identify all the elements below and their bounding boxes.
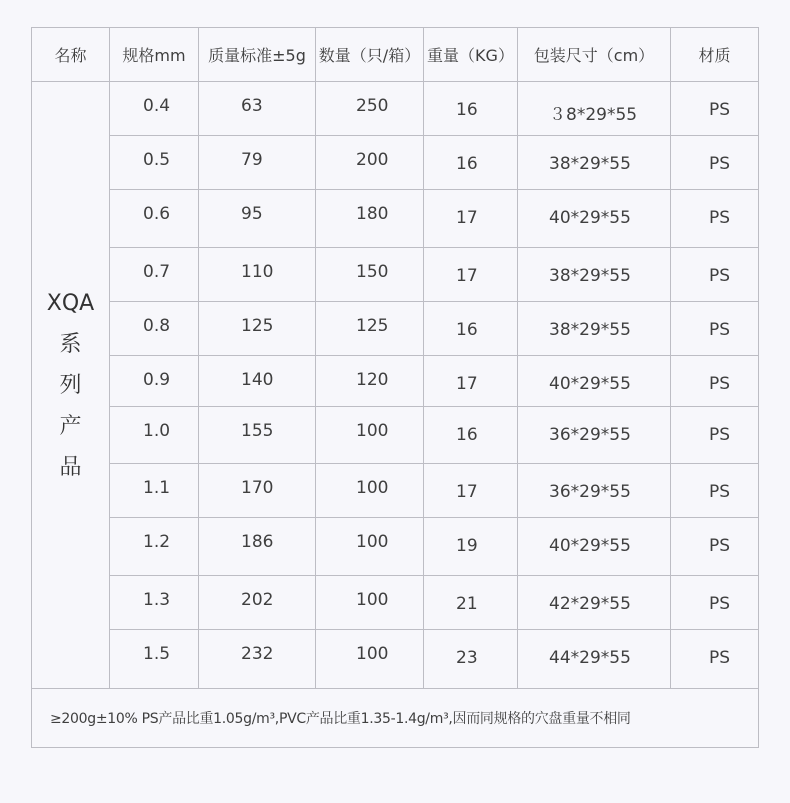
material-cell (671, 518, 759, 576)
mass-cell-text: 186 (241, 532, 274, 552)
footnote: ≥200g±10% PS产品比重1.05g/m³,PVC产品比重1.35-1.4g/m³,因而同规格的穴盘重量不相同 (32, 689, 759, 748)
mass-cell-text: 125 (241, 316, 274, 336)
weight-cell (424, 356, 518, 407)
package-size-cell-text: 38*29*55 (549, 320, 631, 340)
weight-cell-text: 21 (456, 594, 478, 614)
package-size-cell-text: 44*29*55 (549, 648, 631, 668)
quantity-cell-text: 100 (356, 532, 389, 552)
mass-cell (199, 407, 316, 464)
spec-cell (110, 190, 199, 248)
header-package-size: 包装尺寸（cm） (518, 28, 671, 82)
mass-cell (199, 82, 316, 136)
material-cell-text: PS (709, 482, 731, 502)
weight-cell (424, 464, 518, 518)
package-size-cell (518, 518, 671, 576)
spec-cell (110, 630, 199, 689)
spec-cell-text: 1.3 (143, 590, 171, 610)
quantity-cell (316, 82, 424, 136)
weight-cell (424, 248, 518, 302)
package-size-cell (518, 82, 671, 136)
package-size-cell (518, 576, 671, 630)
header-weight: 重量（KG） (424, 28, 518, 82)
quantity-cell-text: 100 (356, 590, 389, 610)
table-row (32, 518, 759, 576)
table-row (32, 82, 759, 136)
mass-cell-text: 140 (241, 370, 274, 390)
quantity-cell-text: 125 (356, 316, 389, 336)
table-row (32, 356, 759, 407)
package-size-cell (518, 136, 671, 190)
table-row (32, 407, 759, 464)
spec-cell-text: 0.8 (143, 316, 171, 336)
package-size-cell (518, 248, 671, 302)
mass-cell-text: 232 (241, 644, 274, 664)
quantity-cell-text: 180 (356, 204, 389, 224)
material-cell-text: PS (709, 320, 731, 340)
quantity-cell-text: 100 (356, 478, 389, 498)
table-row (32, 302, 759, 356)
mass-cell (199, 248, 316, 302)
material-cell (671, 576, 759, 630)
mass-cell (199, 302, 316, 356)
quantity-cell-text: 100 (356, 421, 389, 441)
weight-cell (424, 407, 518, 464)
package-size-cell-text: 36*29*55 (549, 425, 631, 445)
spec-cell-text: 0.7 (143, 262, 171, 282)
spec-cell (110, 302, 199, 356)
spec-cell (110, 464, 199, 518)
mass-cell (199, 136, 316, 190)
material-cell-text: PS (709, 374, 731, 394)
spec-cell-text: 0.9 (143, 370, 171, 390)
table-row (32, 630, 759, 689)
weight-cell-text: 17 (456, 374, 478, 394)
spec-cell-text: 1.5 (143, 644, 171, 664)
table-header-row (32, 28, 759, 82)
package-size-cell-text: 40*29*55 (549, 374, 631, 394)
material-cell-text: PS (709, 266, 731, 286)
material-cell (671, 464, 759, 518)
mass-cell-text: 155 (241, 421, 274, 441)
note-row (32, 689, 759, 748)
weight-cell-text: 16 (456, 320, 478, 340)
weight-cell (424, 82, 518, 136)
quantity-cell-text: 100 (356, 644, 389, 664)
spec-cell (110, 356, 199, 407)
package-size-cell-text: 42*29*55 (549, 594, 631, 614)
product-name-char: 列 (59, 372, 82, 398)
quantity-cell (316, 407, 424, 464)
product-name-char: 产 (59, 413, 82, 439)
package-size-cell (518, 407, 671, 464)
mass-cell (199, 464, 316, 518)
quantity-cell (316, 464, 424, 518)
spec-cell (110, 576, 199, 630)
material-cell (671, 136, 759, 190)
material-cell (671, 248, 759, 302)
weight-cell (424, 576, 518, 630)
weight-cell (424, 518, 518, 576)
weight-cell (424, 302, 518, 356)
spec-cell-text: 0.6 (143, 204, 171, 224)
quantity-cell-text: 150 (356, 262, 389, 282)
quantity-cell-text: 250 (356, 96, 389, 116)
spec-cell (110, 248, 199, 302)
spec-cell-text: 1.2 (143, 532, 171, 552)
mass-cell (199, 356, 316, 407)
package-size-cell (518, 356, 671, 407)
material-cell-text: PS (709, 425, 731, 445)
material-cell-text: PS (709, 594, 731, 614)
quantity-cell (316, 302, 424, 356)
header-spec: 规格mm (110, 28, 199, 82)
package-size-cell-text: 40*29*55 (549, 536, 631, 556)
package-size-cell (518, 630, 671, 689)
quantity-cell (316, 630, 424, 689)
mass-cell-text: 63 (241, 96, 263, 116)
material-cell (671, 356, 759, 407)
weight-cell-text: 17 (456, 482, 478, 502)
weight-cell-text: 16 (456, 154, 478, 174)
table-row (32, 136, 759, 190)
spec-cell-text: 1.1 (143, 478, 171, 498)
material-cell-text: PS (709, 100, 731, 120)
material-cell-text: PS (709, 154, 731, 174)
spec-cell (110, 518, 199, 576)
spec-cell-text: 0.5 (143, 150, 171, 170)
package-size-cell (518, 302, 671, 356)
weight-cell (424, 190, 518, 248)
material-cell (671, 407, 759, 464)
product-name-char: 品 (59, 454, 82, 480)
header-quantity: 数量（只/箱） (316, 28, 424, 82)
weight-cell-text: 17 (456, 208, 478, 228)
product-name-char: XQA (46, 290, 95, 316)
package-size-cell-text: 40*29*55 (549, 208, 631, 228)
table-row (32, 248, 759, 302)
spec-cell-text: 0.4 (143, 96, 171, 116)
quantity-cell (316, 518, 424, 576)
material-cell (671, 630, 759, 689)
material-cell-text: PS (709, 208, 731, 228)
mass-cell-text: 95 (241, 204, 263, 224)
material-cell-text: PS (709, 648, 731, 668)
weight-cell-text: 16 (456, 100, 478, 120)
quantity-cell (316, 136, 424, 190)
mass-cell (199, 190, 316, 248)
material-cell (671, 190, 759, 248)
weight-cell (424, 630, 518, 689)
material-cell (671, 302, 759, 356)
mass-cell-text: 170 (241, 478, 274, 498)
quantity-cell (316, 576, 424, 630)
material-cell-text: PS (709, 536, 731, 556)
header-name: 名称 (32, 28, 110, 82)
quantity-cell-text: 200 (356, 150, 389, 170)
mass-cell (199, 630, 316, 689)
package-size-cell-text: 36*29*55 (549, 482, 631, 502)
weight-cell-text: 23 (456, 648, 478, 668)
product-name-char: 系 (59, 331, 82, 357)
weight-cell-text: 19 (456, 536, 478, 556)
spec-cell (110, 82, 199, 136)
table-row (32, 190, 759, 248)
package-size-cell-text: ３8*29*55 (549, 105, 638, 125)
package-size-cell (518, 190, 671, 248)
product-spec-table (31, 27, 759, 748)
header-mass-standard: 质量标准±5g (199, 28, 316, 82)
mass-cell-text: 79 (241, 150, 263, 170)
package-size-cell-text: 38*29*55 (549, 266, 631, 286)
mass-cell-text: 202 (241, 590, 274, 610)
quantity-cell (316, 190, 424, 248)
spec-cell (110, 136, 199, 190)
table-body (32, 82, 759, 689)
weight-cell-text: 16 (456, 425, 478, 445)
product-series-name (32, 82, 110, 689)
package-size-cell (518, 464, 671, 518)
spec-cell-text: 1.0 (143, 421, 171, 441)
table-row (32, 576, 759, 630)
package-size-cell-text: 38*29*55 (549, 154, 631, 174)
weight-cell-text: 17 (456, 266, 478, 286)
spec-cell (110, 407, 199, 464)
table-row (32, 464, 759, 518)
quantity-cell (316, 248, 424, 302)
quantity-cell-text: 120 (356, 370, 389, 390)
mass-cell (199, 576, 316, 630)
mass-cell (199, 518, 316, 576)
quantity-cell (316, 356, 424, 407)
mass-cell-text: 110 (241, 262, 274, 282)
weight-cell (424, 136, 518, 190)
header-material: 材质 (671, 28, 759, 82)
material-cell (671, 82, 759, 136)
